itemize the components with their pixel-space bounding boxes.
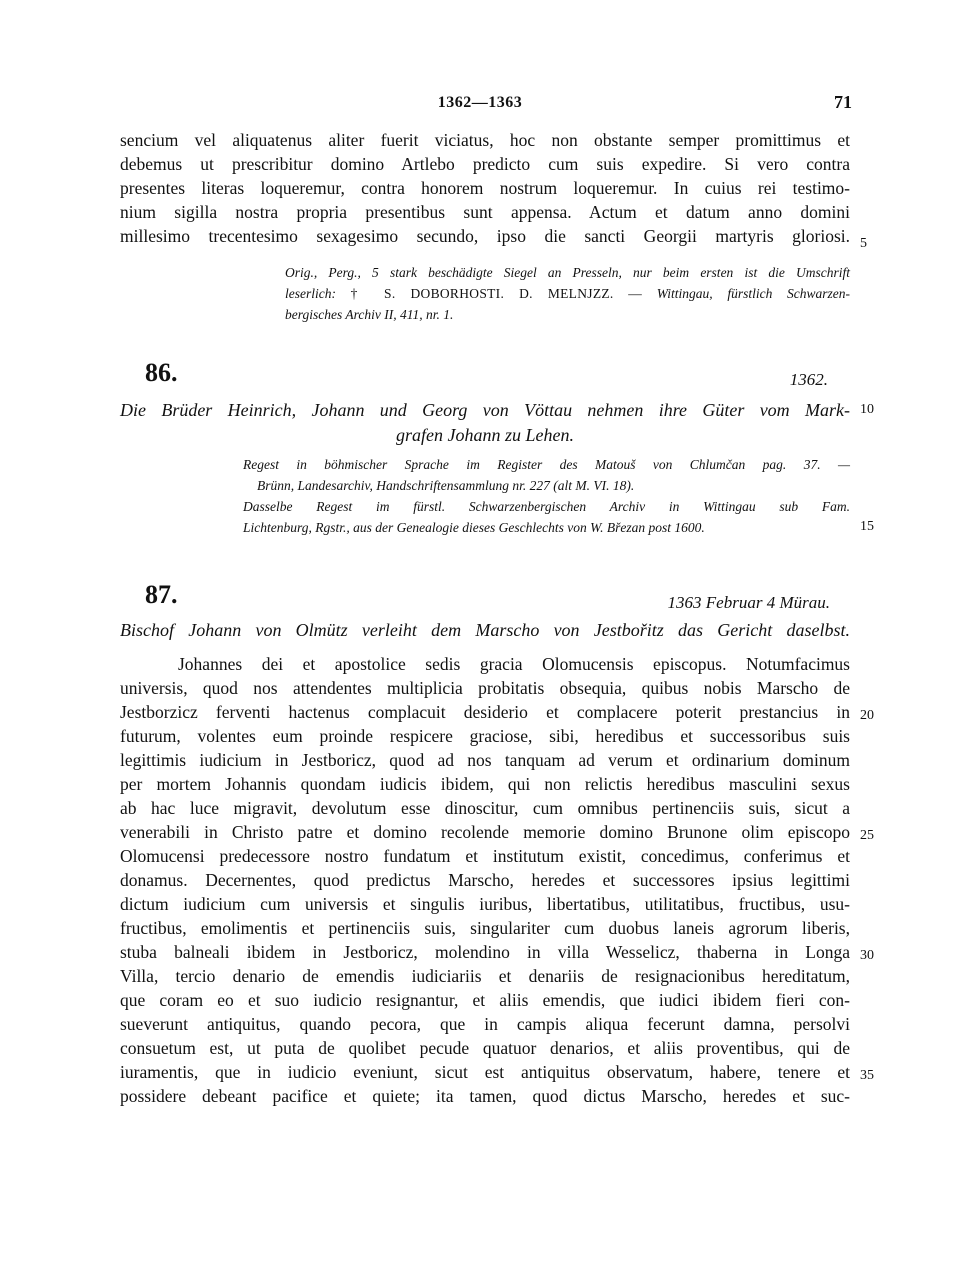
note-line: Orig., Perg., 5 stark beschädigte Siegel an Presseln, nur beim ersten ist die Umschrift [285, 265, 850, 280]
text-line: futurum, volentes eum proinde respicere graciose, sibi, heredibus et successoribus suis [120, 726, 850, 746]
text-line: universis, quod nos attendentes multiplicia probitatis obsequia, quibus nobis Marscho de [120, 678, 850, 698]
margin-line-number: 35 [860, 1068, 874, 1083]
text-line: que coram eo et suo iudicio resignantur, et aliis emendis, que iudici ibidem fieri con- [120, 990, 850, 1010]
text-line: iuramentis, que in iudicio eveniunt, sicut est antiquitus observatum, habere, tenere et [120, 1062, 850, 1082]
text-line: ab hac luce migravit, devolutum esse dinoscitur, cum omnibus pertinenciis suis, sicut a [120, 798, 850, 818]
note-line: bergisches Archiv II, 411, nr. 1. [285, 307, 454, 322]
text-line: nium sigilla nostra propria presentibus sunt appensa. Actum et datum anno domini [120, 202, 850, 222]
text-line: stuba balneali ibidem in Jestboricz, molendino in villa Wesselicz, thaberna in Longa [120, 942, 850, 962]
document-summary [120, 618, 850, 643]
text-line: consuetum est, ut puta de quolibet pecude quatuor denarios, et aliis proventibus, qui de [120, 1038, 850, 1058]
text-line: legittimis iudicium in Jestboricz, quod ad nos tanquam ad verum et ordinarium dominum [120, 750, 850, 770]
text-line: per mortem Johannis quondam iudicis ibidem, qui non relictis heredibus masculini sexus [120, 774, 850, 794]
margin-line-number: 25 [860, 828, 874, 843]
margin-line-number: 15 [860, 519, 874, 534]
page-number: 71 [834, 92, 852, 112]
document-date: 1362. [789, 370, 828, 389]
note-archive: Wittingau, fürstlich Schwarzen- [656, 286, 851, 301]
note-line: Brünn, Landesarchiv, Handschriftensammlung nr. 227 (alt M. VI. 18). [257, 478, 635, 493]
margin-line-number: 20 [860, 708, 874, 723]
text-line: Johannes dei et apostolice sedis gracia Olomucensis episcopus. Notumfacimus [178, 654, 850, 674]
text-line: debemus ut prescribitur domino Artlebo predicto cum suis expedire. Si vero contra [120, 154, 850, 174]
note-line: Regest in böhmischer Sprache im Register des Matouš von Chlumčan pag. 37. — [243, 457, 850, 472]
summary-line: grafen Johann zu Lehen. [396, 425, 574, 445]
margin-line-number: 5 [860, 236, 867, 251]
note-line [285, 283, 850, 304]
text-line: possidere debeant pacifice et quiete; ita tamen, quod dictus Marscho, heredes et suc- [120, 1086, 850, 1106]
seal-inscription: † S. DOBORHOSTI. D. MELNJZZ. [350, 286, 614, 301]
document-summary [120, 398, 850, 448]
note-line: Dasselbe Regest im fürstl. Schwarzenbergischen Archiv in Wittingau sub Fam. [243, 499, 850, 514]
summary-line: Bischof Johann von Olmütz verleiht dem Marscho von Jestbořitz das Gericht daselbst. [120, 620, 850, 640]
document-source-note [243, 454, 850, 538]
note-prefix: leserlich: [285, 286, 336, 301]
text-line: Villa, tercio denario de emendis iudiciariis et denariis de resignacionibus hereditatum, [120, 966, 850, 986]
note-line: Lichtenburg, Rgstr., aus der Genealogie dieses Geschlechts von W. Březan post 1600. [243, 520, 705, 535]
text-line: venerabili in Christo patre et domino recolende memorie domino Brunone olim episcopo [120, 822, 850, 842]
continuation-text [120, 128, 850, 248]
note-dash: — [628, 286, 643, 301]
text-line: donamus. Decernentes, quod predictus Marscho, heredes et successores ipsius legittimi [120, 870, 850, 890]
document-date: 1363 Februar 4 Mürau. [667, 593, 830, 612]
text-line: sencium vel aliquatenus aliter fuerit viciatus, hoc non obstante semper promittimus et [120, 130, 850, 150]
margin-line-number: 30 [860, 948, 874, 963]
text-line: Olomucensi predecessore nostro fundatum et institutum existit, concedimus, conferimus et [120, 846, 850, 866]
text-line: fructibus, emolimentis et pertinenciis suis, singulariter cum duobus laneis agrorum liberis, [120, 918, 850, 938]
text-line: presentes literas loqueremur, contra honorem nostrum loqueremur. In cuius rei testimo- [120, 178, 850, 198]
text-line: millesimo trecentesimo sexagesimo secundo, ipso die sancti Georgii martyris gloriosi. [120, 226, 850, 246]
document-number: 87. [145, 580, 178, 609]
text-line: sueverunt antiquitus, quando pecora, que in campis aliqua fecerunt damna, persolvi [120, 1014, 850, 1034]
document-text [120, 652, 850, 1108]
header-years: 1362—1363 [437, 94, 523, 111]
text-line: dictum iudicium cum universis et singulis iuribus, libertatibus, utilitatibus, fructibus, usu- [120, 894, 850, 914]
continuation-source-note [285, 262, 850, 325]
document-number: 86. [145, 358, 178, 387]
summary-line: Die Brüder Heinrich, Johann und Georg von Vöttau nehmen ihre Güter vom Mark- [120, 400, 850, 420]
text-line: Jestborzicz ferventi hactenus complacuit desiderio et complacere poterit prestancius in [120, 702, 850, 722]
margin-line-number: 10 [860, 402, 874, 417]
